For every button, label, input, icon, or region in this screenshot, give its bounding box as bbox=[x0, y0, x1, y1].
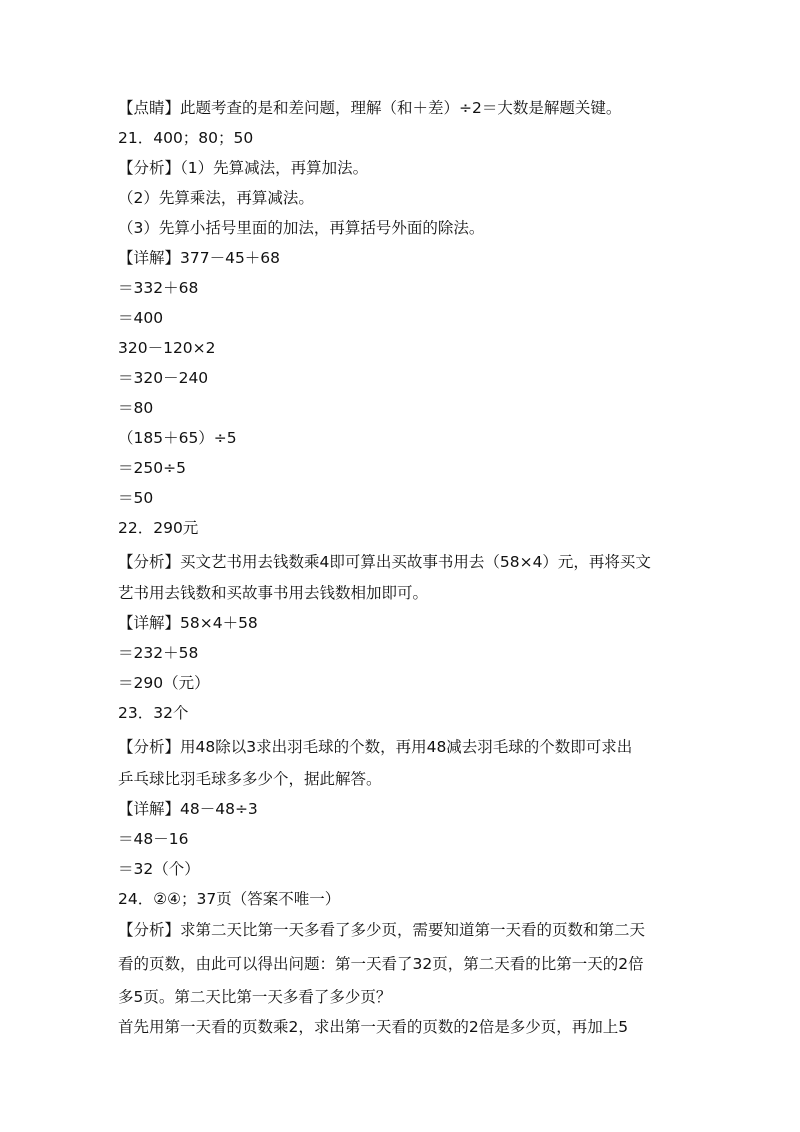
text-line: （185＋65）÷5 bbox=[118, 429, 237, 447]
text-line: 看的页数，由此可以得出问题：第一天看了32页，第二天看的比第一天的2倍 bbox=[118, 955, 644, 973]
text-line: 首先用第一天看的页数乘2，求出第一天看的页数的2倍是多少页，再加上5 bbox=[118, 1018, 629, 1036]
text-line: 【详解】377－45＋68 bbox=[118, 249, 281, 267]
text-line: （2）先算乘法，再算减法。 bbox=[118, 189, 314, 207]
text-line: 【分析】求第二天比第一天多看了多少页，需要知道第一天看的页数和第二天 bbox=[118, 921, 646, 939]
text-line: 21．400；80；50 bbox=[118, 129, 254, 147]
text-line: ＝332＋68 bbox=[118, 279, 199, 297]
text-line: 艺书用去钱数和买故事书用去钱数相加即可。 bbox=[118, 584, 429, 602]
text-line: ＝320－240 bbox=[118, 369, 209, 387]
text-line: 【详解】58×4＋58 bbox=[118, 614, 258, 632]
text-line: ＝250÷5 bbox=[118, 459, 186, 477]
text-line: ＝32（个） bbox=[118, 860, 200, 878]
text-line: 【详解】48－48÷3 bbox=[118, 800, 258, 818]
text-line: （3）先算小括号里面的加法，再算括号外面的除法。 bbox=[118, 219, 485, 237]
text-line: 多5页。第二天比第一天多看了多少页？ bbox=[118, 988, 392, 1006]
text-line: ＝400 bbox=[118, 309, 164, 327]
text-line: 【点睛】此题考查的是和差问题，理解（和＋差）÷2＝大数是解题关键。 bbox=[118, 99, 622, 117]
text-line: 乒乓球比羽毛球多多少个，据此解答。 bbox=[118, 770, 382, 788]
text-line: 22．290元 bbox=[118, 519, 199, 537]
text-line: 【分析】用48除以3求出羽毛球的个数，再用48减去羽毛球的个数即可求出 bbox=[118, 738, 633, 756]
text-line: ＝48－16 bbox=[118, 830, 189, 848]
text-line: ＝80 bbox=[118, 399, 154, 417]
text-line: ＝290（元） bbox=[118, 674, 210, 692]
text-line: ＝50 bbox=[118, 489, 154, 507]
text-line: 23．32个 bbox=[118, 704, 189, 722]
text-line: 【分析】（1）先算减法，再算加法。 bbox=[118, 159, 369, 177]
text-line: 320－120×2 bbox=[118, 339, 216, 357]
text-line: 24．②④；37页（答案不唯一） bbox=[118, 890, 341, 908]
text-line: 【分析】买文艺书用去钱数乘4即可算出买故事书用去（58×4）元，再将买文 bbox=[118, 553, 651, 571]
text-line: ＝232＋58 bbox=[118, 644, 199, 662]
